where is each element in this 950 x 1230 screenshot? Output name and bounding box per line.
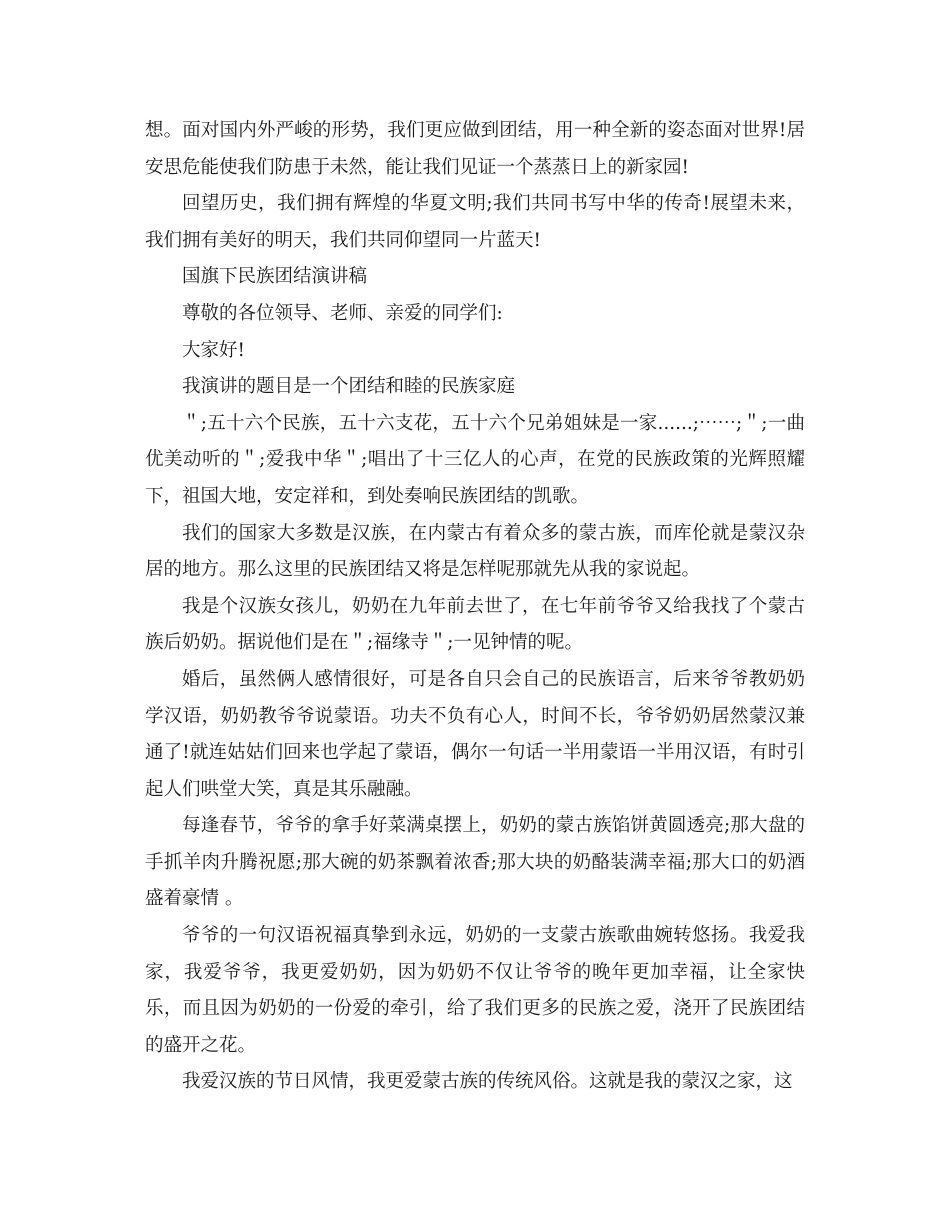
speech-title: 国旗下民族团结演讲稿 [182, 266, 368, 288]
paragraph: ＂;五十六个民族，五十六支花，五十六个兄弟姐妹是一家......;⋯⋯;＂;一曲优美动听的＂;爱我中华＂;唱出了十三亿人的心声，在党的民族政策的光辉照耀下，祖国大地，安定祥和，到处奏响民族团结的凯歌。 [145, 412, 805, 507]
paragraph: 每逢春节，爷爷的拿手好菜满桌摆上，奶奶的蒙古族馅饼黄圆透亮;那大盘的手抓羊肉升腾祝愿;那大碗的奶茶飘着浓香;那大块的奶酪装满幸福;那大口的奶酒盛着豪情 。 [145, 815, 805, 910]
salutation: 尊敬的各位领导、老师、亲爱的同学们: [182, 302, 503, 324]
paragraph-continuation: 想。面对国内外严峻的形势，我们更应做到团结，用一种全新的姿态面对世界!居安思危能使我们防患于未然，能让我们见证一个蒸蒸日上的新家园! [145, 120, 805, 178]
paragraph: 我们的国家大多数是汉族，在内蒙古有着众多的蒙古族，而库伦就是蒙汉杂居的地方。那么这里的民族团结又将是怎样呢那就先从我的家说起。 [145, 522, 805, 581]
paragraph: 爷爷的一句汉语祝福真挚到永远，奶奶的一支蒙古族歌曲婉转悠扬。我爱我家，我爱爷爷，我更爱奶奶，因为奶奶不仅让爷爷的晚年更加幸福，让全家快乐，而且因为奶奶的一份爱的牵引，给了我们更多的民族之爱，浇开了民族团结的盛开之花。 [145, 925, 805, 1056]
paragraph-truncated: 我爱汉族的节日风情，我更爱蒙古族的传统风俗。这就是我的蒙汉之家，这 [182, 1071, 793, 1093]
paragraph: 我是个汉族女孩儿，奶奶在九年前去世了，在七年前爷爷又给我找了个蒙古族后奶奶。据说他们是在＂;福缘寺＂;一见钟情的呢。 [145, 595, 805, 654]
paragraph: 回望历史，我们拥有辉煌的华夏文明;我们共同书写中华的传奇!展望未来，我们拥有美好的明天，我们共同仰望同一片蓝天! [145, 193, 805, 251]
paragraph: 婚后，虽然俩人感情很好，可是各自只会自己的民族语言，后来爷爷教奶奶学汉语，奶奶教爷爷说蒙语。功夫不负有心人，时间不长，爷爷奶奶居然蒙汉兼通了!就连姑姑们回来也学起了蒙语，偶尔一句话一半用蒙语一半用汉语，有时引起人们哄堂大笑，真是其乐融融。 [145, 668, 805, 800]
speech-topic: 我演讲的题目是一个团结和睦的民族家庭 [182, 376, 516, 398]
greeting: 大家好! [182, 339, 245, 361]
document-body [145, 113, 805, 1101]
